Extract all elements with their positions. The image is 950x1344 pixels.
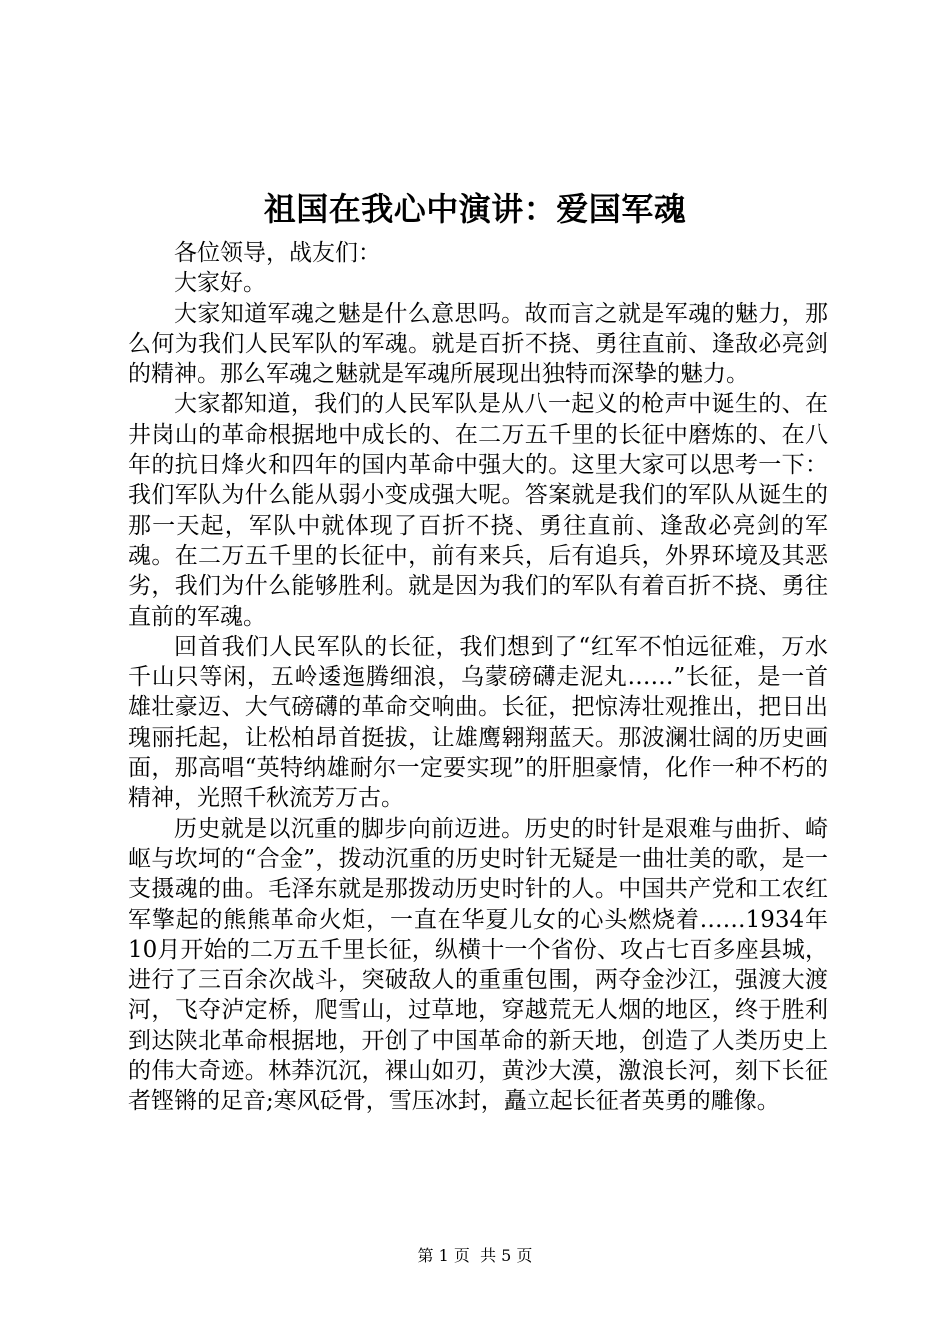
greeting: 大家好。 (174, 270, 266, 297)
page-number: 第 1 页 共 5 页 (417, 1246, 533, 1265)
paragraph: 大家都知道，我们的人民军队是从八一起义的枪声中诞生的、在井岗山的革命根据地中成长的、在二万五千里的长征中磨炼的、在八年的抗日烽火和四年的国内革命中强大的。这里大家可以思考一下：我们军队为什么能从弱小变成强大呢。答案就是我们的军队从诞生的那一天起，军队中就体现了百折不挠、勇往直前、逢敌必亮剑的军魂。在二万五千里的长征中，前有来兵，后有追兵，外界环境及其恶劣，我们为什么能够胜利。就是因为我们的军队有着百折不挠、勇往直前的军魂。 (128, 391, 828, 630)
paragraph: 大家知道军魂之魅是什么意思吗。故而言之就是军魂的魅力，那么何为我们人民军队的军魂。就是百折不挠、勇往直前、逢敌必亮剑的精神。那么军魂之魅就是军魂所展现出独特而深挚的魅力。 (128, 300, 828, 388)
document-body (128, 238, 828, 1117)
salutation: 各位领导，战友们： (174, 240, 381, 266)
paragraph: 历史就是以沉重的脚步向前迈进。历史的时针是艰难与曲折、崎岖与坎坷的“合金”，拨动沉重的历史时针无疑是一曲壮美的歌，是一支摄魂的曲。毛泽东就是那拨动历史时针的人。中国共产党和工农红军擎起的熊熊革命火炬，一直在华夏儿女的心头燃烧着……1934年10月开始的二万五千里长征，纵横十一个省份、攻占七百多座县城，进行了三百余次战斗，突破敌人的重重包围，两夺金沙江，强渡大渡河，飞夺泸定桥，爬雪山，过草地，穿越荒无人烟的地区，终于胜利到达陕北革命根据地，开创了中国革命的新天地，创造了人类历史上的伟大奇迹。林莽沉沉，裸山如刃，黄沙大漠，激浪长河，刻下长征者铿锵的足音;寒风砭骨，雪压冰封，矗立起长征者英勇的雕像。 (128, 815, 828, 1115)
page-footer (0, 1245, 950, 1267)
page-title: 祖国在我心中演讲：爱国军魂 (263, 190, 687, 228)
paragraph: 回首我们人民军队的长征，我们想到了“红军不怕远征难，万水千山只等闲，五岭逶迤腾细浪，乌蒙磅礴走泥丸……”长征，是一首雄壮豪迈、大气磅礴的革命交响曲。长征，把惊涛壮观推出，把日出瑰丽托起，让松柏昂首挺拔，让雄鹰翱翔蓝天。那波澜壮阔的历史画面，那高唱“英特纳雄耐尔一定要实现”的肝胆豪情，化作一种不朽的精神，光照千秋流芳万古。 (128, 633, 828, 812)
